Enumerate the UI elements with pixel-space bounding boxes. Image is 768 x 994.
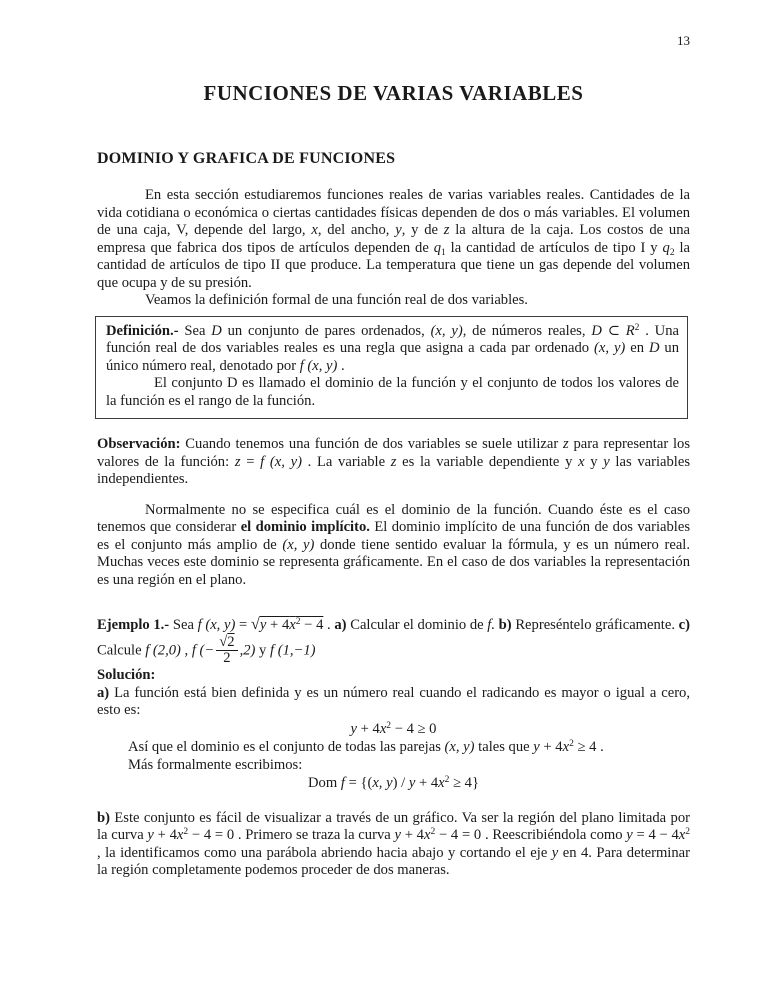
example-1-paragraph: Ejemplo 1.- Sea f (x, $y) = √y + 4x^2 - 4$ . a) Calcular el dominio de f. b) Represéntelo gráficamente. c) Calcule f (2,0) , f (− $\frac{√2}{2}$ ,2) y f (1,−1) — [97, 614, 691, 667]
page-number: 13 — [677, 33, 690, 48]
solution-label: Solución: — [97, 667, 156, 683]
definition-paragraph-2: El conjunto D es llamado el dominio de la función y el conjunto de todos los valores de la función es el rango de la función. — [106, 375, 679, 409]
observation-paragraph: Observación: Cuando tenemos una función de dos variables se suele utilizar z para representar los valores de la función: z = f (x, y) . La variable z es la variable dependiente y x y y las variables independientes. — [97, 436, 691, 487]
equation-domain: Dom f = {(x, $y) / y + 4x^2 \ge 4$} — [308, 775, 479, 791]
implicit-domain-paragraph: Normalmente no se especifica cuál es el dominio de la función. Cuando éste es el caso tenemos que considerar el dominio implícito. El dominio implícito de una función de dos variables es el conjunto más amplio de (x, y) donde tiene sentido evaluar la fórmula, y es un número real. Muchas veces este dominio se representa gráficamente. En el caso de dos variables la representación es una región en el plano. — [97, 501, 691, 588]
solution-a-paragraph: a) La función está bien definida y es un número real cuando el radicando es mayor o igual a cero, esto es: — [97, 684, 690, 718]
domain-sentence: Así que el dominio es el conjunto de todas las parejas (x, y) tales que $y + 4x^2 \ge 4$ . — [128, 739, 604, 755]
formal-line: Más formalmente escribimos: — [128, 756, 303, 773]
section-heading: DOMINIO Y GRAFICA DE FUNCIONES — [97, 150, 396, 167]
intro-paragraph: En esta sección estudiaremos funciones reales de varias variables reales. Cantidades de la vida cotidiana o económica o ciertas cantidades físicas dependen de dos o más variables. El volumen de una caja, V, depende del largo, x, del ancho, y, y de z la altura de la caja. Los costos de una empresa que fabrica dos tipos de artículos dependen de $q_1$ la cantidad de artículos de tipo I y $q_2$ la cantidad de artículos de tipo II que produce. La temperatura que tiene un gas depende del volumen que ocupa y de su presión. — [97, 187, 690, 291]
solution-b-paragraph: b) Este conjunto es fácil de visualizar a través de un gráfico. Va ser la región del plano limitada por la curva $y + 4x^2 - 4 = 0$ . Primero se traza la curva $y + 4x^2 - 4 = 0$ . Reescribiéndola como $y = 4 - 4x^2$ , la identificamos como una parábola abriendo hacia abajo y cortando el eje y en 4. Para determinar la región completamente podemos proceder de dos maneras. — [97, 809, 690, 878]
lead-in-line: Veamos la definición formal de una función real de dos variables. — [145, 292, 528, 308]
definition-box — [95, 316, 688, 420]
document-title: FUNCIONES DE VARIAS VARIABLES — [203, 81, 584, 105]
equation-radicand: $y + 4x^2 - 4 \ge 0$ — [350, 720, 437, 737]
definition-paragraph-1: Definición.- Sea D un conjunto de pares ordenados, (x, y), de números reales, D ⊂ $R^2$ . Una función real de dos variables reales es una regla que asigna a cada par ordenado (x, y) en D un único número real, denotado por f (x, y) . — [106, 322, 680, 374]
